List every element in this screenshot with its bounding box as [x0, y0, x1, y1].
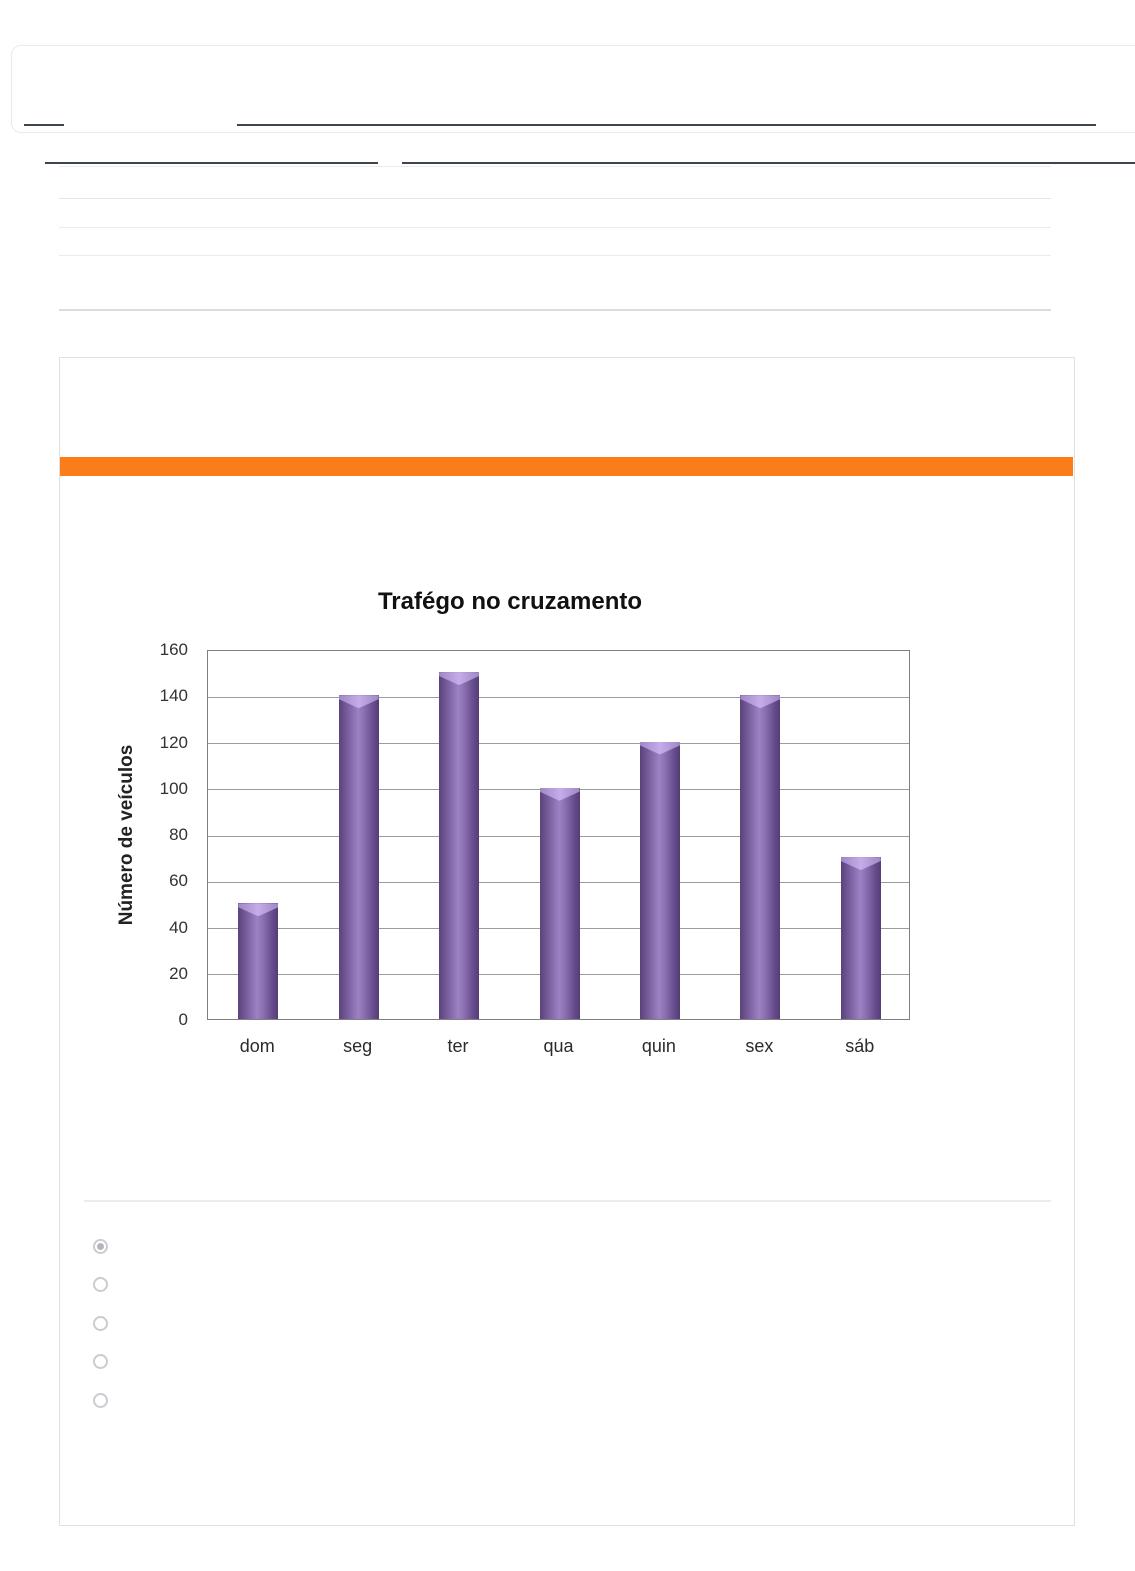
chart-bar-dom	[238, 903, 278, 1019]
chart-x-category-label: seg	[343, 1036, 373, 1056]
chart-bar-top-bevel	[439, 672, 479, 685]
answer-section-divider	[84, 1200, 1051, 1202]
chart-bar-sex	[740, 695, 780, 1019]
chart-bar-seg	[339, 695, 379, 1019]
chart-y-tick-label: 140	[159, 686, 188, 706]
chart-y-tick-label: 20	[169, 963, 188, 983]
chart-bar-top-bevel	[339, 695, 379, 708]
chart-y-tick-label: 100	[159, 778, 188, 798]
chart-y-tick-label: 40	[169, 917, 188, 937]
chart-x-category-label: quin	[641, 1036, 676, 1056]
chart-y-tick-label: 80	[169, 825, 188, 844]
chart-bar-ter	[439, 672, 479, 1019]
chart-y-axis-title: Número de veículos	[116, 744, 137, 926]
summary-table-bottom-divider	[59, 309, 1051, 311]
question-accent-bar	[60, 457, 1073, 476]
answer-option-radio-1[interactable]	[93, 1239, 108, 1254]
chart-x-category-label: dom	[239, 1036, 275, 1056]
chart-bar-top-bevel	[740, 695, 780, 708]
summary-table-row-divider	[59, 166, 1051, 167]
chart-bar-sáb	[841, 857, 881, 1019]
chart-x-category-label: sex	[745, 1036, 774, 1056]
chart-x-category-label: ter	[447, 1036, 469, 1056]
header-text-placeholder-line	[402, 162, 1135, 164]
chart-bar-top-bevel	[841, 857, 881, 870]
chart-y-tick-label: 160	[159, 640, 188, 659]
chart-y-tick-label: 120	[159, 732, 188, 752]
header-text-placeholder-line	[45, 162, 378, 164]
chart-bar-quin	[640, 742, 680, 1020]
chart-title: Trafégo no cruzamento	[377, 588, 643, 615]
chart-bar-top-bevel	[540, 788, 580, 801]
chart-y-tick-label: 60	[169, 871, 188, 891]
chart-y-tick-label: 0	[178, 1010, 188, 1029]
summary-table-row-divider	[59, 198, 1051, 199]
chart-bar-qua	[540, 788, 580, 1019]
chart-x-category-label: qua	[543, 1036, 574, 1056]
header-text-placeholder-line	[24, 124, 64, 126]
chart-bar-top-bevel	[238, 903, 278, 916]
chart-bar-top-bevel	[640, 742, 680, 755]
answer-option-radio-4[interactable]	[93, 1354, 108, 1369]
header-text-placeholder-line	[237, 124, 1096, 126]
answer-option-radio-5[interactable]	[93, 1393, 108, 1408]
header-card	[11, 45, 1135, 133]
chart-plot-area	[207, 650, 910, 1020]
chart-gridline	[208, 697, 909, 698]
answer-option-radio-2[interactable]	[93, 1277, 108, 1292]
summary-table-row-divider	[59, 227, 1051, 228]
chart-gridline	[208, 743, 909, 744]
answer-option-radio-3[interactable]	[93, 1316, 108, 1331]
chart-x-category-label: sáb	[845, 1036, 875, 1056]
summary-table-row-divider	[59, 255, 1051, 256]
